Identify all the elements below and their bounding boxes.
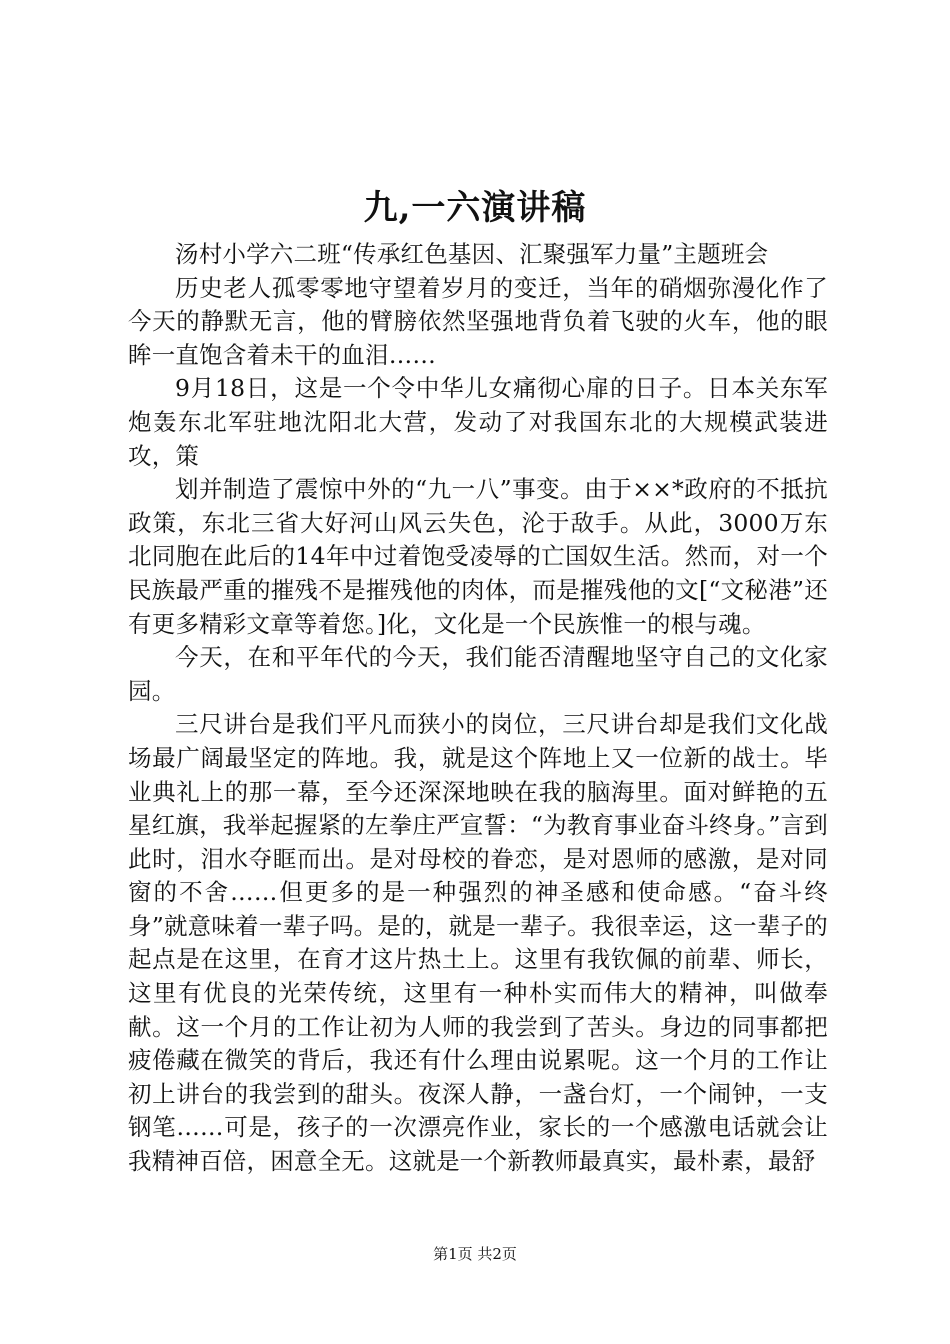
paragraph: 今天，在和平年代的今天，我们能否清醒地坚守自己的文化家园。: [128, 643, 828, 705]
paragraph-subtitle: 汤村小学六二班“传承红色基因、汇聚强军力量”主题班会: [175, 240, 769, 268]
paragraph: 9月18日，这是一个令中华儿女痛彻心扉的日子。日本关东军炮轰东北军驻地沈阳北大营，发动了对我国东北的大规模武装进攻，策: [128, 374, 828, 470]
page-title: 九,一六演讲稿: [363, 188, 587, 228]
paragraph: 历史老人孤零零地守望着岁月的变迁，当年的硝烟弥漫化作了今天的静默无言，他的臂膀依然坚强地背负着飞驶的火车，他的眼眸一直饱含着未干的血泪……: [128, 273, 828, 369]
paragraph: 三尺讲台是我们平凡而狭小的岗位，三尺讲台却是我们文化战场最广阔最坚定的阵地。我，就是这个阵地上又一位新的战士。毕业典礼上的那一幕，至今还深深地映在我的脑海里。面对鲜艳的五星红旗，我举起握紧的左拳庄严宣誓：“为教育事业奋斗终身。”言到此时，泪水夺眶而出。是对母校的眷恋，是对恩师的感激，是对同窗的不舍……但更多的是一种强烈的神圣感和使命感。“奋斗终身”就意味着一辈子吗。是的，就是一辈子。我很幸运，这一辈子的起点是在这里，在育才这片热土上。这里有我钦佩的前辈、师长，这里有优良的光荣传统，这里有一种朴实而伟大的精神，叫做奉献。这一个月的工作让初为人师的我尝到了苦头。身边的同事都把疲倦藏在微笑的背后，我还有什么理由说累呢。这一个月的工作让初上讲台的我尝到的甜头。夜深人静，一盏台灯，一个闹钟，一支钢笔……可是，孩子的一次漂亮作业，家长的一个感激电话就会让我精神百倍，困意全无。这就是一个新教师最真实，最朴素，最舒: [128, 710, 828, 1176]
paragraph: 划并制造了震惊中外的“九一八”事变。由于××*政府的不抵抗政策，东北三省大好河山风云失色，沦于敌手。从此，3000万东北同胞在此后的14年中过着饱受凌辱的亡国奴生活。然而，对一个民族最严重的摧残不是摧残他的肉体，而是摧残他的文[“文秘港”还有更多精彩文章等着您。]化，文化是一个民族惟一的根与魂。: [128, 475, 828, 638]
document-body: [128, 238, 828, 1179]
page-footer: 第1页 共2页: [433, 1245, 517, 1263]
